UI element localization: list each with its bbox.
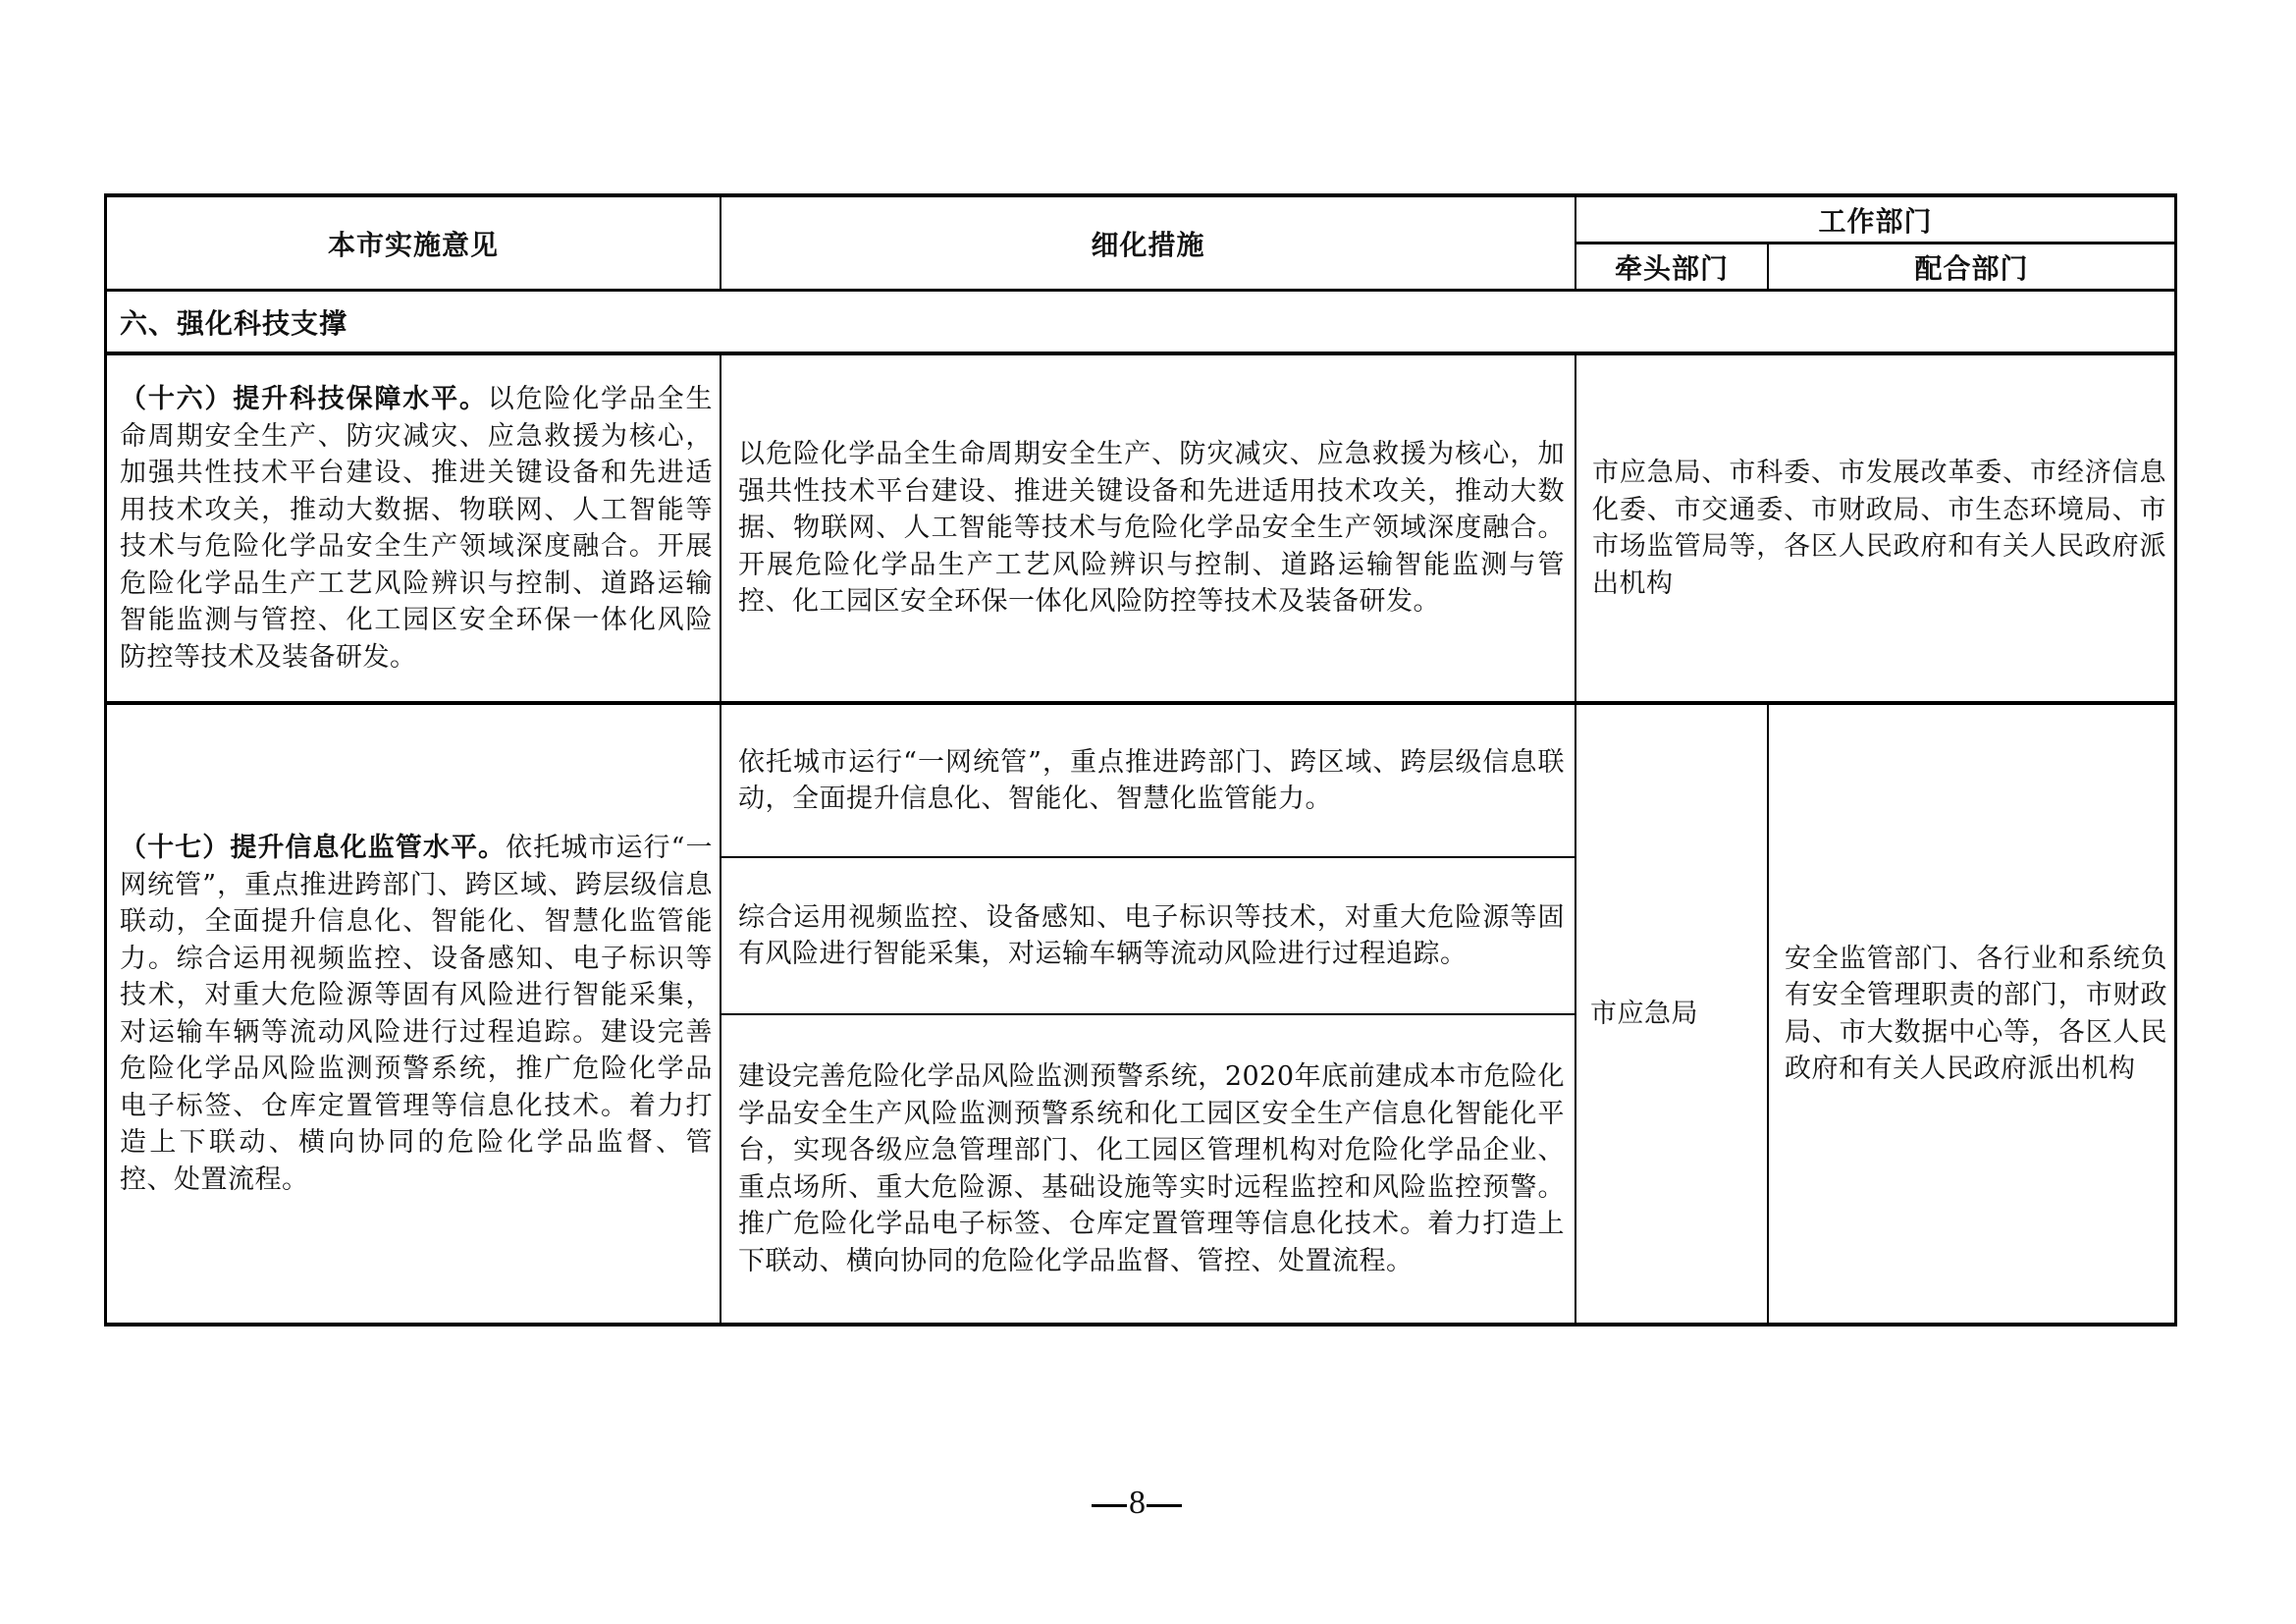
lead-department-text: 市应急局 [1590, 998, 1698, 1029]
header-lead-label: 牵头部门 [1614, 251, 1729, 285]
opinion-title: （十六）提升科技保障水平。 [120, 384, 488, 414]
opinion-text [120, 381, 713, 676]
header-measures [721, 197, 1575, 289]
departments-text: 市应急局、市科委、市发展改革委、市经济信息化委、市交通委、市财政局、市生态环境局、市市场监管局等，各区人民政府和有关人民政府派出机构 [1592, 458, 2166, 599]
page-number-value: 8 [1129, 1485, 1145, 1521]
measure-text: 综合运用视频监控、设备感知、电子标识等技术，对重大危险源等固有风险进行智能采集，对运输车辆等流动风险进行过程追踪。 [738, 901, 1565, 969]
table-border-left [104, 193, 107, 1326]
table-border-right [2174, 193, 2177, 1326]
header-cooperating-departments [1769, 244, 2174, 289]
opinion-text [120, 830, 713, 1198]
opinion-body: 依托城市运行“一网统管”，重点推进跨部门、跨区域、跨层级信息联动，全面提升信息化、智能化、智慧化监管能力。综合运用视频监控、设备感知、电子标识等技术，对重大危险源等固有风险进行智能采集，对运输车辆等流动风险进行过程追踪。建设完善危险化学品风险监测预警系统，推广危险化学品电子标签、仓库定置管理等信息化技术。着力打造上下联动、横向协同的危险化学品监督、管控、处置流程。 [120, 833, 713, 1195]
header-opinion [107, 197, 720, 289]
header-measures-label: 细化措施 [1091, 228, 1205, 261]
divider [1767, 703, 1769, 1325]
measure-text: 依托城市运行“一网统管”，重点推进跨部门、跨区域、跨层级信息联动，全面提升信息化、智能化、智慧化监管能力。 [738, 746, 1565, 814]
table-row-17-lead-department [1590, 705, 1763, 1323]
measure-text: 建设完善危险化学品风险监测预警系统，2020年底前建成本市危险化学品安全生产风险监测预警系统和化工园区安全生产信息化智能化平台，实现各级应急管理部门、化工园区管理机构对危险化学品企业、重点场所、重大危险源、基础设施等实时远程监控和风险监控预警。推广危险化学品电子标签、仓库定置管理等信息化技术。着力打造上下联动、横向协同的危险化学品监督、管控、处置流程。 [738, 1061, 1565, 1276]
header-departments-label: 工作部门 [1818, 204, 1933, 238]
cooperating-departments-text: 安全监管部门、各行业和系统负有安全管理职责的部门，市财政局、市大数据中心等，各区人民政府和有关人民政府派出机构 [1785, 943, 2167, 1084]
header-departments-group [1576, 197, 2174, 242]
header-opinion-label: 本市实施意见 [327, 228, 499, 261]
table-row-17-measure-3 [738, 1015, 1565, 1323]
opinion-title: （十七）提升信息化监管水平。 [120, 833, 507, 863]
dash-left [1092, 1504, 1127, 1507]
header-lead-department [1576, 244, 1767, 289]
measure-text: 以危险化学品全生命周期安全生产、防灾减灾、应急救援为核心，加强共性技术平台建设、推进关键设备和先进适用技术攻关，推动大数据、物联网、人工智能等技术与危险化学品安全生产领域深度融合。开展危险化学品生产工艺风险辨识与控制、道路运输智能监测与管控、化工园区安全环保一体化风险防控等技术及装备研发。 [738, 439, 1565, 618]
dash-right [1147, 1504, 1182, 1507]
table-row-17-measure-1 [738, 705, 1565, 856]
table-row-16-opinion [120, 355, 713, 701]
divider [720, 353, 721, 704]
table-row-16-departments [1592, 355, 2166, 701]
page-number [1090, 1485, 1184, 1522]
table-row-16-measure [738, 355, 1565, 701]
opinion-body: 以危险化学品全生命周期安全生产、防灾减灾、应急救援为核心，加强共性技术平台建设、推进关键设备和先进适用技术攻关，推动大数据、物联网、人工智能等技术与危险化学品安全生产领域深度融合。开展危险化学品生产工艺风险辨识与控制、道路运输智能监测与管控、化工园区安全环保一体化风险防控等技术及装备研发。 [120, 384, 714, 673]
section-title-row [120, 292, 2171, 352]
table-row-17-cooperating-departments [1785, 705, 2167, 1323]
divider [1575, 353, 1576, 704]
header-cooperate-label: 配合部门 [1914, 251, 2029, 285]
table-border-bottom [104, 1323, 2177, 1326]
section-title: 六、强化科技支撑 [120, 306, 348, 340]
table-row-17-measure-2 [738, 858, 1565, 1013]
table-row-17-opinion [120, 705, 713, 1323]
